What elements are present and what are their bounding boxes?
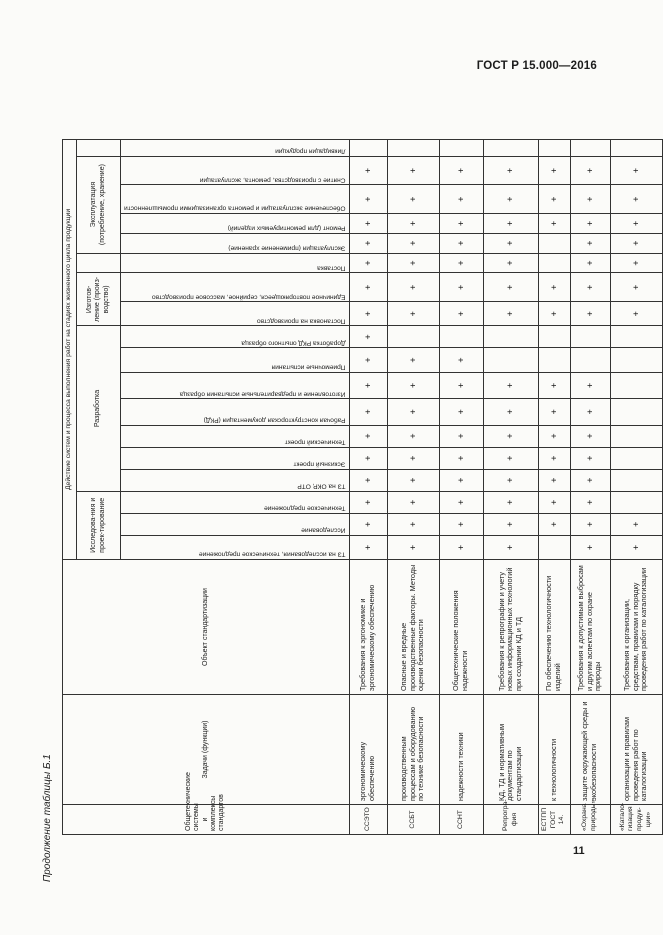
table-caption: Продолжение таблицы Б.1 bbox=[42, 754, 53, 882]
row-task: КД, ТД и нормативным документам по стандартизации bbox=[483, 695, 538, 805]
row-system: ЕСТПП ГОСТ 14. bbox=[538, 805, 570, 835]
stage-header bbox=[121, 185, 350, 214]
stage-mark: + bbox=[349, 372, 387, 398]
document-id: ГОСТ Р 15.000—2016 bbox=[476, 60, 597, 72]
stage-mark: + bbox=[483, 233, 538, 253]
stage-header bbox=[121, 372, 350, 398]
stage-mark: + bbox=[349, 425, 387, 447]
row-task: к технологичности bbox=[538, 695, 570, 805]
stage-mark: + bbox=[538, 273, 570, 302]
stage-mark: + bbox=[610, 156, 662, 185]
stage-mark: + bbox=[538, 513, 570, 535]
stage-mark: + bbox=[483, 513, 538, 535]
stage-mark: + bbox=[570, 156, 610, 185]
stage-mark: + bbox=[538, 491, 570, 513]
stage-mark: + bbox=[439, 302, 483, 326]
stage-mark bbox=[439, 139, 483, 156]
table-row bbox=[387, 139, 439, 834]
stage-mark: + bbox=[538, 156, 570, 185]
header-systems: Общетехнические системы и комплексы стандартов bbox=[63, 805, 350, 835]
stage-label: Техническое предложение bbox=[264, 504, 346, 512]
stage-mark: + bbox=[439, 156, 483, 185]
stage-mark: + bbox=[538, 302, 570, 326]
stage-header bbox=[121, 447, 350, 469]
stage-mark: + bbox=[439, 213, 483, 233]
header-tasks: Задачи (функции) bbox=[63, 695, 350, 805]
stage-mark bbox=[483, 139, 538, 156]
stage-mark: + bbox=[570, 513, 610, 535]
stage-mark: + bbox=[570, 233, 610, 253]
stage-header bbox=[121, 399, 350, 425]
stage-header bbox=[121, 348, 350, 372]
stage-mark: + bbox=[570, 425, 610, 447]
stage-label: Эксплуатация (применение хранение) bbox=[228, 244, 346, 252]
stage-mark bbox=[610, 348, 662, 372]
stage-mark: + bbox=[570, 469, 610, 491]
stage-mark: + bbox=[483, 253, 538, 273]
stage-header bbox=[121, 326, 350, 348]
group-manufacture: Изготов-ление (произ-водство) bbox=[77, 273, 121, 326]
stage-mark bbox=[570, 326, 610, 348]
stage-label: Единичное повторяющееся, серийное, массовое производство bbox=[151, 293, 346, 301]
stage-mark: + bbox=[349, 185, 387, 214]
stage-header bbox=[121, 535, 350, 559]
stage-mark: + bbox=[483, 491, 538, 513]
group-supply-blank bbox=[77, 253, 121, 273]
table-row bbox=[570, 139, 610, 834]
stage-mark bbox=[610, 447, 662, 469]
stage-mark bbox=[570, 348, 610, 372]
stage-mark bbox=[387, 326, 439, 348]
stage-mark: + bbox=[439, 399, 483, 425]
row-system: Репрогра-фия bbox=[483, 805, 538, 835]
stage-mark: + bbox=[570, 213, 610, 233]
stage-mark: + bbox=[387, 399, 439, 425]
stage-mark: + bbox=[483, 399, 538, 425]
table-row bbox=[349, 139, 387, 834]
stage-label: Доработка РКД опытного образца bbox=[241, 339, 346, 347]
stage-mark: + bbox=[349, 302, 387, 326]
stage-mark: + bbox=[439, 273, 483, 302]
stage-mark bbox=[610, 491, 662, 513]
stage-mark: + bbox=[387, 156, 439, 185]
stage-mark bbox=[610, 469, 662, 491]
stage-mark: + bbox=[570, 302, 610, 326]
stage-mark: + bbox=[439, 513, 483, 535]
stage-mark bbox=[570, 139, 610, 156]
stage-mark: + bbox=[349, 447, 387, 469]
stage-mark: + bbox=[387, 491, 439, 513]
stage-mark: + bbox=[610, 185, 662, 214]
stage-mark: + bbox=[349, 535, 387, 559]
stage-mark: + bbox=[387, 253, 439, 273]
stage-mark: + bbox=[387, 513, 439, 535]
stage-label: Обеспечение эксплуатации и ремонта организациями промышленности bbox=[124, 204, 346, 212]
stage-header bbox=[121, 469, 350, 491]
stage-mark bbox=[610, 372, 662, 398]
row-task: надежности техники bbox=[439, 695, 483, 805]
stage-mark: + bbox=[349, 491, 387, 513]
stage-mark: + bbox=[349, 213, 387, 233]
row-object: По обеспечению технологичности изделий bbox=[538, 560, 570, 695]
stage-mark: + bbox=[570, 185, 610, 214]
page-number: 11 bbox=[573, 845, 585, 857]
stage-mark: + bbox=[483, 213, 538, 233]
rotated-table-container bbox=[62, 90, 652, 835]
group-research: Исследова-ния и проек-тирование bbox=[77, 491, 121, 559]
stage-mark: + bbox=[483, 447, 538, 469]
stage-mark: + bbox=[439, 185, 483, 214]
row-object: Требования к организации, средствам, правилам и порядку проведения работ по каталогизации bbox=[610, 560, 662, 695]
row-object: Требования к допустимым выбросам и другим аспектам по охране природы bbox=[570, 560, 610, 695]
stage-header bbox=[121, 139, 350, 156]
stage-mark: + bbox=[483, 273, 538, 302]
stage-mark: + bbox=[349, 156, 387, 185]
stage-header bbox=[121, 425, 350, 447]
stage-mark: + bbox=[570, 491, 610, 513]
row-system: «Катало-гизация продук-ции» bbox=[610, 805, 662, 835]
stage-mark: + bbox=[349, 273, 387, 302]
stage-mark bbox=[483, 326, 538, 348]
stage-mark: + bbox=[610, 302, 662, 326]
stage-label: Постановка на производство bbox=[256, 317, 346, 325]
stage-label: Ликвидация продукции bbox=[275, 147, 346, 155]
stage-mark: + bbox=[610, 273, 662, 302]
stage-mark bbox=[538, 348, 570, 372]
stage-mark: + bbox=[483, 302, 538, 326]
stage-mark: + bbox=[610, 535, 662, 559]
stage-mark: + bbox=[439, 253, 483, 273]
header-row-lifecycle bbox=[63, 139, 77, 834]
stage-mark: + bbox=[570, 535, 610, 559]
stage-mark bbox=[349, 139, 387, 156]
stage-mark bbox=[610, 425, 662, 447]
stage-header bbox=[121, 156, 350, 185]
stage-mark: + bbox=[349, 399, 387, 425]
stage-mark: + bbox=[349, 326, 387, 348]
stage-mark: + bbox=[439, 469, 483, 491]
stage-label: Исследование bbox=[301, 526, 346, 534]
stage-mark: + bbox=[387, 425, 439, 447]
stage-mark bbox=[610, 139, 662, 156]
header-lifecycle: Действие систем и процесса выполнения работ на стадиях жизненного цикла продукции bbox=[63, 139, 77, 559]
table-row bbox=[439, 139, 483, 834]
stage-mark: + bbox=[610, 213, 662, 233]
stage-label: Поставка bbox=[317, 264, 346, 272]
table-row bbox=[483, 139, 538, 834]
stage-mark: + bbox=[538, 425, 570, 447]
stage-mark: + bbox=[538, 469, 570, 491]
stage-mark bbox=[439, 326, 483, 348]
stage-mark: + bbox=[538, 372, 570, 398]
stage-mark: + bbox=[570, 273, 610, 302]
stage-mark: + bbox=[387, 273, 439, 302]
stage-header bbox=[121, 302, 350, 326]
stage-mark: + bbox=[483, 469, 538, 491]
stage-mark: + bbox=[538, 213, 570, 233]
stage-mark: + bbox=[387, 213, 439, 233]
stage-label: Рабочая конструкторская документация (РКД) bbox=[203, 416, 346, 424]
row-system: ССЭТО bbox=[349, 805, 387, 835]
stage-mark: + bbox=[483, 535, 538, 559]
stage-mark: + bbox=[538, 399, 570, 425]
stage-mark: + bbox=[483, 156, 538, 185]
stage-mark: + bbox=[483, 372, 538, 398]
stage-header bbox=[121, 513, 350, 535]
stage-mark: + bbox=[610, 513, 662, 535]
stage-mark: + bbox=[387, 447, 439, 469]
stage-mark: + bbox=[483, 425, 538, 447]
group-development: Разработка bbox=[77, 326, 121, 491]
stage-header bbox=[121, 233, 350, 253]
row-object: Требования к репрографии и учету новых информационных технологий при создании КД и ТД bbox=[483, 560, 538, 695]
stage-label: ТЗ на исследования, техническое предложение bbox=[199, 551, 346, 558]
stage-mark: + bbox=[439, 233, 483, 253]
stage-mark: + bbox=[387, 535, 439, 559]
stage-mark bbox=[387, 139, 439, 156]
stage-mark: + bbox=[439, 372, 483, 398]
stage-mark: + bbox=[349, 469, 387, 491]
stage-mark: + bbox=[349, 253, 387, 273]
header-object: Объект стандартизации bbox=[63, 560, 350, 695]
stage-mark: + bbox=[387, 233, 439, 253]
stage-mark: + bbox=[439, 491, 483, 513]
stage-label: Изготовление и предварительные испытания образца bbox=[179, 390, 346, 398]
stage-mark: + bbox=[610, 253, 662, 273]
stage-mark: + bbox=[387, 469, 439, 491]
stage-header bbox=[121, 213, 350, 233]
row-task: эргономическому обеспечению bbox=[349, 695, 387, 805]
row-task: организации и правилам проведения работ по каталогизации bbox=[610, 695, 662, 805]
stage-mark: + bbox=[439, 348, 483, 372]
row-system: ССБТ bbox=[387, 805, 439, 835]
row-object: Общетехнические положения надежности bbox=[439, 560, 483, 695]
stage-label: Приемочные испытания bbox=[271, 363, 346, 371]
stage-mark: + bbox=[538, 447, 570, 469]
table-row bbox=[610, 139, 662, 834]
group-liquidation-blank bbox=[77, 139, 121, 156]
row-object: Требования к эргономике и эргономическому обеспечению bbox=[349, 560, 387, 695]
row-task: защите окружающей среды и экобезопасности bbox=[570, 695, 610, 805]
stage-header bbox=[121, 491, 350, 513]
stage-mark: + bbox=[349, 348, 387, 372]
stage-mark: + bbox=[387, 372, 439, 398]
stage-mark bbox=[538, 326, 570, 348]
stage-mark: + bbox=[387, 185, 439, 214]
stage-mark: + bbox=[570, 253, 610, 273]
stage-mark bbox=[538, 253, 570, 273]
stage-header bbox=[121, 273, 350, 302]
stage-mark: + bbox=[439, 425, 483, 447]
stage-mark: + bbox=[570, 447, 610, 469]
stage-mark: + bbox=[610, 233, 662, 253]
group-operation: Эксплуатация (потребление, хранение) bbox=[77, 156, 121, 253]
stage-mark bbox=[610, 326, 662, 348]
table-row bbox=[538, 139, 570, 834]
stage-mark: + bbox=[387, 348, 439, 372]
stage-label: Ремонт (для ремонтируемых изделий) bbox=[227, 224, 346, 232]
stage-mark bbox=[610, 399, 662, 425]
stage-mark: + bbox=[570, 399, 610, 425]
stage-label: Эскизный проект bbox=[293, 460, 346, 468]
stage-mark: + bbox=[439, 535, 483, 559]
row-system: ССНТ bbox=[439, 805, 483, 835]
standards-table bbox=[62, 139, 663, 835]
stage-label: Снятие с производства, ремонта, эксплуатации bbox=[199, 176, 346, 184]
stage-header bbox=[121, 253, 350, 273]
stage-mark: + bbox=[439, 447, 483, 469]
row-task: производственным процессам и оборудованию по технике безопасности bbox=[387, 695, 439, 805]
stage-label: ТЗ на ОКР, ОТР bbox=[297, 482, 346, 490]
stage-mark: + bbox=[387, 302, 439, 326]
stage-mark bbox=[538, 535, 570, 559]
stage-mark: + bbox=[349, 233, 387, 253]
stage-mark: + bbox=[570, 372, 610, 398]
stage-mark: + bbox=[538, 185, 570, 214]
stage-mark bbox=[538, 233, 570, 253]
row-object: Опасные и вредные производственные факторы. Методы оценки безопасности bbox=[387, 560, 439, 695]
stage-mark bbox=[538, 139, 570, 156]
stage-mark: + bbox=[483, 185, 538, 214]
stage-label: Технический проект bbox=[284, 438, 346, 446]
stage-mark: + bbox=[349, 513, 387, 535]
row-system: «Охрана природы» bbox=[570, 805, 610, 835]
stage-mark bbox=[483, 348, 538, 372]
